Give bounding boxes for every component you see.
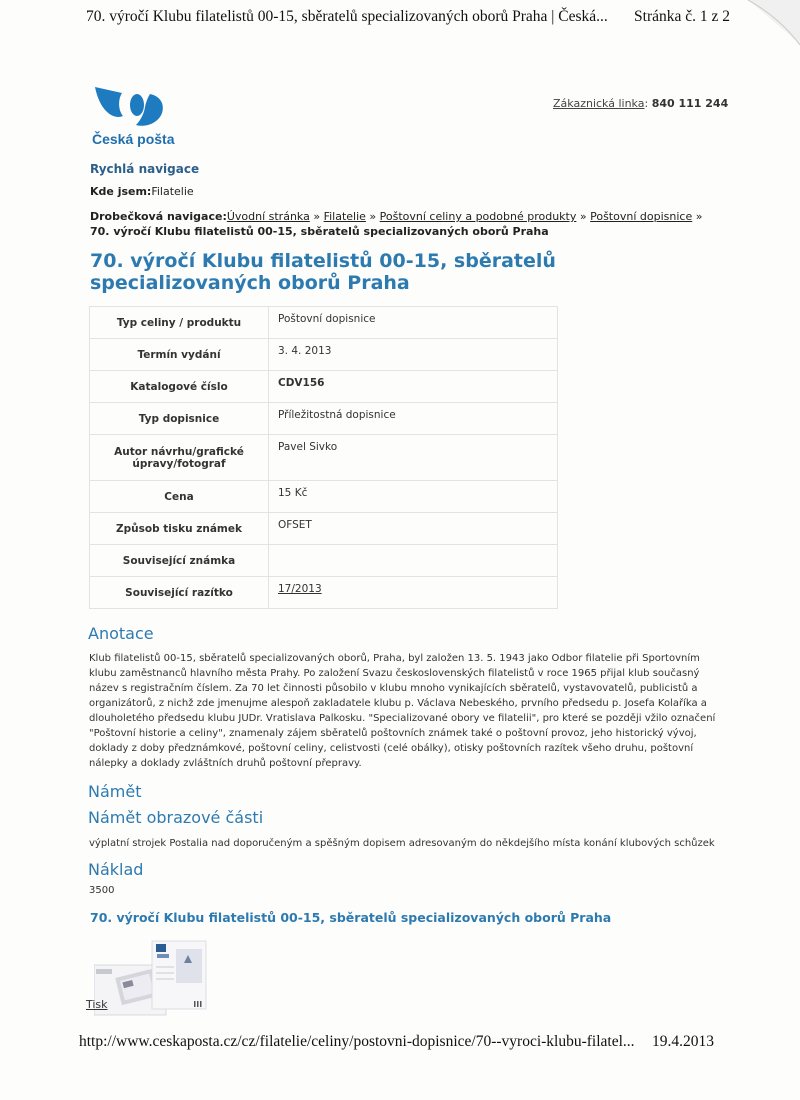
annotation-heading: Anotace [88, 624, 154, 643]
breadcrumb-separator: » [369, 210, 377, 223]
info-label: Termín vydání [90, 339, 269, 371]
page-curl-icon [740, 0, 800, 45]
print-run-heading: Náklad [88, 860, 144, 879]
table-row [90, 403, 558, 435]
print-run-value: 3500 [89, 885, 115, 896]
info-value: Pavel Sivko [269, 435, 558, 481]
postcard-thumbnail[interactable] [94, 939, 214, 1019]
motif-heading: Námět [88, 782, 142, 801]
info-label: Související známka [90, 545, 269, 577]
info-label: Způsob tisku známek [90, 513, 269, 545]
breadcrumb-separator: » [579, 210, 587, 223]
page-title: 70. výročí Klubu filatelistů 00-15, sběratelů specializovaných oborů Praha [90, 250, 556, 294]
table-row [90, 577, 558, 609]
main-content [88, 162, 718, 1019]
hotline-number: 840 111 244 [651, 97, 729, 110]
info-value: OFSET [269, 513, 558, 545]
gallery-title: 70. výročí Klubu filatelistů 00-15, sběratelů specializovaných oborů Praha [90, 910, 612, 925]
postcard-image [94, 939, 214, 1019]
hotline-separator: : [644, 97, 649, 110]
logo-text: Česká pošta [92, 131, 175, 147]
breadcrumb-current: 70. výročí Klubu filatelistů 00-15, sběratelů specializovaných oborů Praha [90, 225, 549, 238]
print-link[interactable]: Tisk [86, 998, 108, 1011]
quick-navigation[interactable]: Rychlá navigace [90, 162, 200, 176]
info-label: Cena [90, 481, 269, 513]
product-info-table [89, 306, 558, 609]
breadcrumb-filatelie[interactable]: Filatelie [323, 210, 366, 223]
table-row [90, 545, 558, 577]
table-row [90, 481, 558, 513]
table-row [90, 435, 558, 481]
breadcrumb-separator: » [695, 210, 703, 223]
related-postmark-link[interactable]: 17/2013 [278, 583, 322, 595]
breadcrumb-label: Drobečková navigace: [90, 210, 227, 223]
table-row [90, 513, 558, 545]
info-label: Související razítko [90, 577, 269, 609]
info-value: CDV156 [269, 371, 558, 403]
print-footer-date: 19.4.2013 [652, 1033, 714, 1050]
image-motif-heading: Námět obrazové části [88, 808, 264, 827]
post-horn-icon [92, 84, 172, 130]
info-label: Katalogové číslo [90, 371, 269, 403]
ceska-posta-logo[interactable] [92, 84, 175, 147]
where-am-i [90, 185, 718, 198]
info-value: Poštovní dopisnice [269, 307, 558, 339]
breadcrumb-postal-stationery[interactable]: Poštovní celiny a podobné produkty [379, 210, 577, 223]
print-footer [79, 1033, 714, 1051]
print-footer-url: http://www.ceskaposta.cz/cz/filatelie/celiny/postovni-dopisnice/70--vyroci-klubu-filatel... [79, 1033, 635, 1050]
info-label: Autor návrhu/grafické úpravy/fotograf [90, 435, 269, 481]
where-am-i-value: Filatelie [151, 185, 194, 198]
info-label: Typ celiny / produktu [90, 307, 269, 339]
info-value: Příležitostná dopisnice [269, 403, 558, 435]
table-row [90, 371, 558, 403]
info-value [269, 545, 558, 577]
info-value: 3. 4. 2013 [269, 339, 558, 371]
breadcrumb [90, 209, 718, 239]
info-label: Typ dopisnice [90, 403, 269, 435]
print-header [86, 8, 730, 26]
breadcrumb-postcards[interactable]: Poštovní dopisnice [590, 210, 693, 223]
annotation-text: Klub filatelistů 00-15, sběratelů specializovaných oborů, Praha, byl založen 13. 5. 1943 jako Odbor filatelie při Sportovním klubu zaměstnanců hlavního města Prahy. Po založení Svazu československých filatelistů v roce 1965 přijal klub současný název s registračním číslem. Za 70 let činnosti působilo v klubu mnoho vynikajících sběratelů, vystavovatelů, publicistů a organizátorů, z nichž zde jmenujme alespoň zakladatele klubu p. Václava Nebeského, prvního předsedu p. Josefa Kolaříka a dlouholetého předsedu klubu JUDr. Vratislava Palkosku. "Specializované obory ve filatelii", pro které se později vžilo označení "Poštovní historie a celiny", znamenaly zájem sběratelů poštovních známek také o poštovní provoz, jeho historický vývoj, doklady z doby předznámkové, poštovní celiny, celistvosti (celé obálky), otisky poštovních razítek všeho druhu, poštovní nálepky a doklady zvláštních druhů poštovní přepravy. [89, 653, 716, 769]
customer-hotline [553, 97, 728, 110]
print-header-title: 70. výročí Klubu filatelistů 00-15, sběratelů specializovaných oborů Praha | Česká... [86, 8, 608, 25]
print-header-page-number: Stránka č. 1 z 2 [634, 8, 730, 25]
breadcrumb-separator: » [313, 210, 321, 223]
image-motif-text: výplatní strojek Postalia nad doporučeným a spěšným dopisem adresovaným do někdejšího místa konání klubových schůzek [89, 838, 715, 849]
hotline-link[interactable]: Zákaznická linka [553, 97, 645, 110]
breadcrumb-home[interactable]: Úvodní stránka [226, 210, 310, 223]
info-value-cell [269, 577, 558, 609]
table-row [90, 339, 558, 371]
table-row [90, 307, 558, 339]
info-value: 15 Kč [269, 481, 558, 513]
where-am-i-label: Kde jsem: [90, 185, 152, 198]
